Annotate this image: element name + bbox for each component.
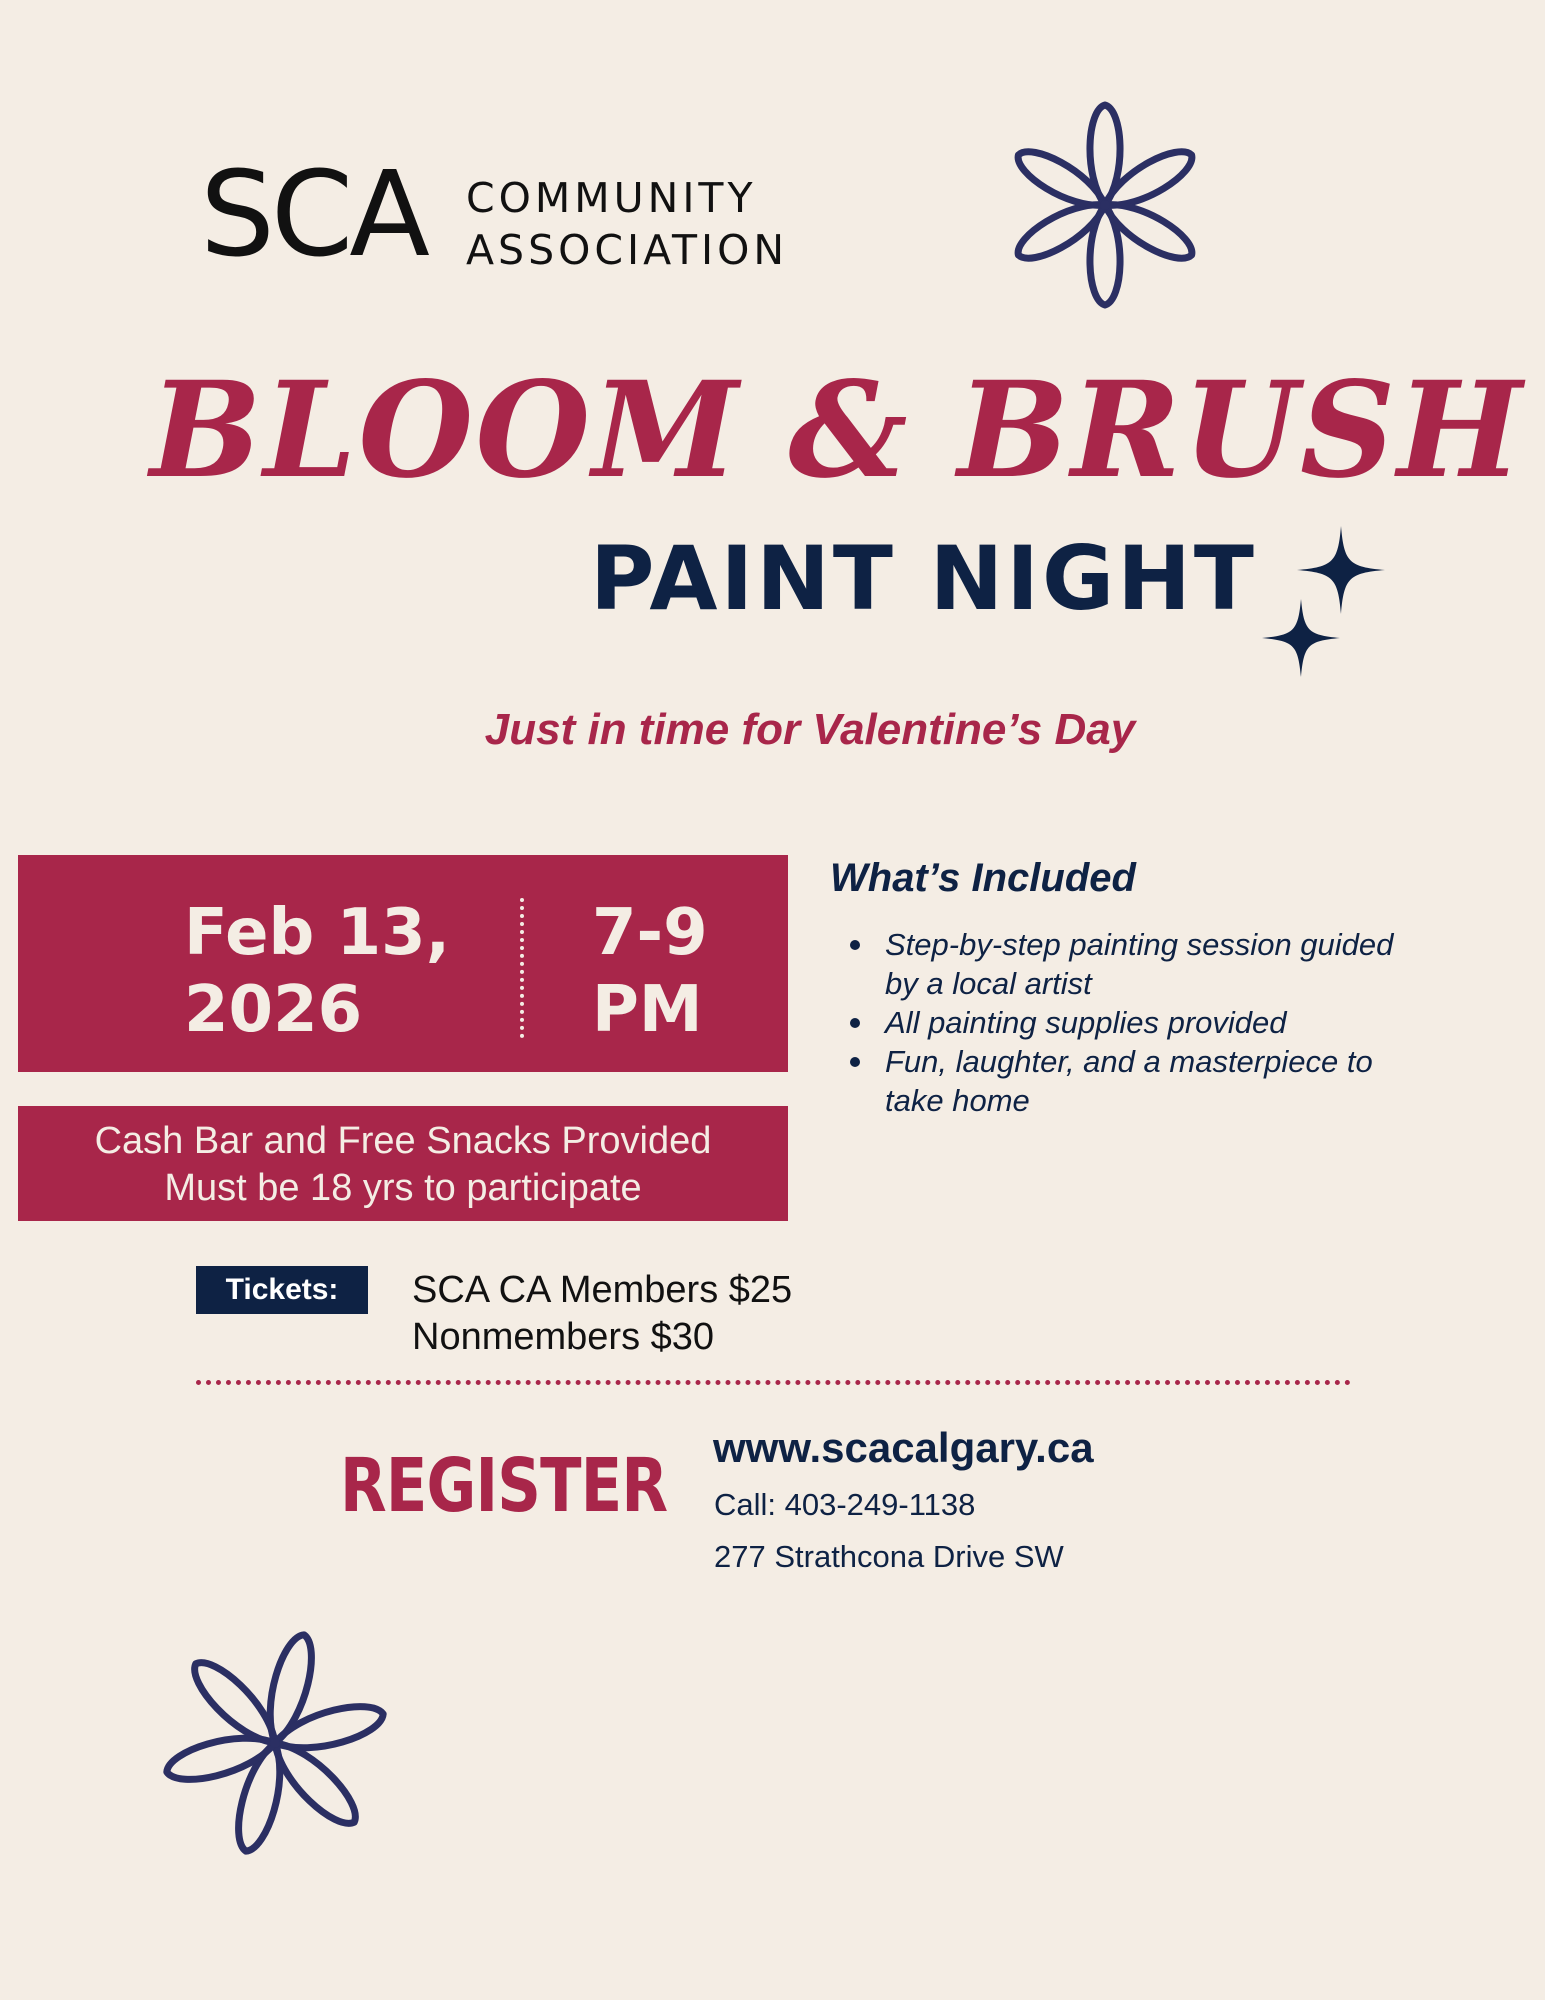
tagline: Just in time for Valentine’s Day — [484, 705, 1136, 754]
event-time-line2: PM — [592, 973, 703, 1047]
list-item: Fun, laughter, and a masterpiece to take home — [840, 1042, 1400, 1120]
sparkle-icon-small — [1261, 598, 1341, 678]
event-title: BLOOM & BRUSH — [150, 353, 1524, 508]
website-link[interactable]: www.scacalgary.ca — [713, 1424, 1094, 1471]
flower-icon-bottom — [145, 1613, 405, 1873]
date-time-divider — [520, 898, 524, 1038]
included-list — [840, 925, 1400, 1120]
logo-text-community: COMMUNITY — [466, 174, 757, 222]
event-time — [592, 895, 708, 1049]
flower-icon-top — [985, 85, 1225, 325]
ticket-price-nonmembers: Nonmembers $30 — [412, 1316, 715, 1358]
note-cash-bar: Cash Bar and Free Snacks Provided — [94, 1120, 712, 1162]
event-date-line2: 2026 — [184, 973, 363, 1047]
event-time-line1: 7-9 — [592, 896, 708, 970]
note-age-requirement: Must be 18 yrs to participate — [164, 1167, 642, 1209]
logo-text-association: ASSOCIATION — [466, 226, 789, 274]
register-heading: REGISTER — [340, 1443, 668, 1529]
included-heading: What’s Included — [830, 856, 1136, 900]
ticket-price-members: SCA CA Members $25 — [412, 1269, 793, 1311]
tickets-badge: Tickets: — [196, 1266, 368, 1314]
event-date — [184, 895, 450, 1049]
logo-mark: SCA — [200, 145, 427, 283]
list-item: All painting supplies provided — [840, 1003, 1400, 1042]
phone-number: Call: 403-249-1138 — [714, 1487, 976, 1522]
section-divider — [196, 1380, 1351, 1385]
address: 277 Strathcona Drive SW — [714, 1539, 1064, 1574]
event-date-line1: Feb 13, — [184, 896, 450, 970]
list-item: Step-by-step painting session guided by a local artist — [840, 925, 1400, 1003]
event-subtitle: PAINT NIGHT — [590, 527, 1257, 630]
